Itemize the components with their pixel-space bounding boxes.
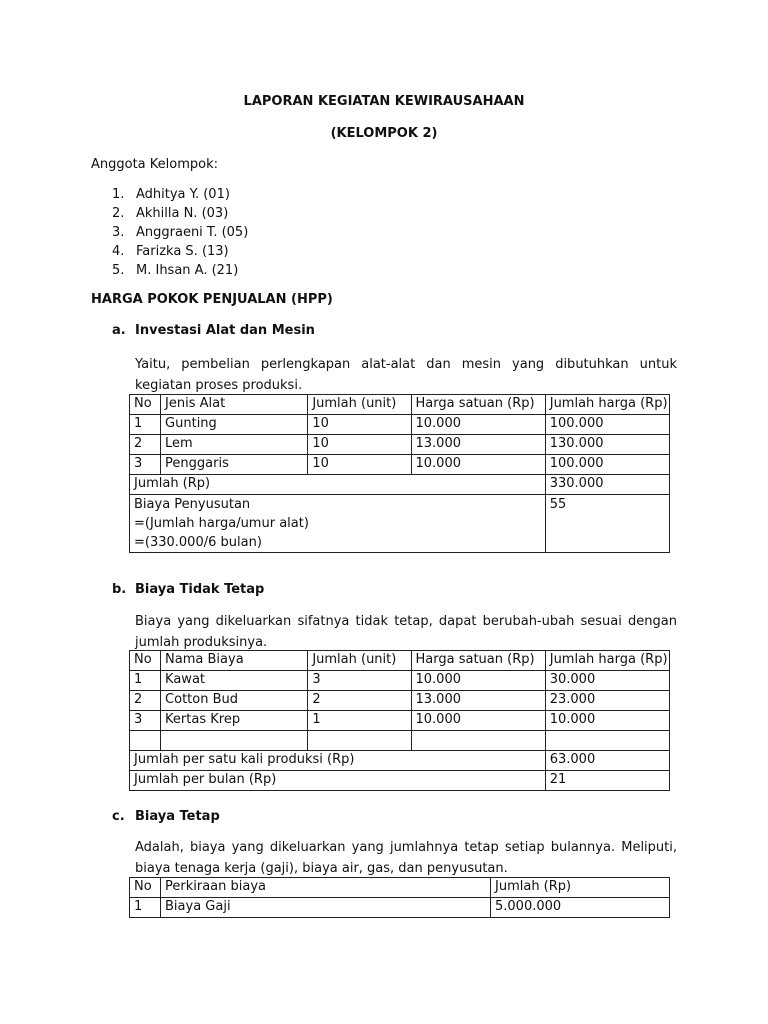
table-cell: 10.000	[411, 671, 545, 691]
per-production-row	[130, 751, 670, 771]
total-value: 330.000	[545, 475, 669, 495]
header-cell: Perkiraan biaya	[161, 878, 491, 898]
section-b-description: Biaya yang dikeluarkan sifatnya tidak tetap, dapat berubah-ubah sesuai dengan jumlah produksinya.	[135, 614, 677, 650]
member-name: M. Ihsan A. (21)	[136, 263, 239, 278]
header-cell: No	[130, 395, 161, 415]
member-name: Adhitya Y. (01)	[136, 187, 230, 202]
depreciation-line: =(330.000/6 bulan)	[134, 535, 262, 550]
header-cell: Jumlah harga (Rp)	[545, 651, 669, 671]
section-a-description: Yaitu, pembelian perlengkapan alat-alat dan mesin yang dibutuhkan untuk kegiatan proses produksi.	[135, 357, 677, 393]
table-cell: 10	[308, 435, 411, 455]
table-cell: 10.000	[545, 711, 669, 731]
table-cell	[411, 731, 545, 751]
section-c-letter: c.	[112, 809, 125, 824]
table-cell: 10.000	[411, 415, 545, 435]
table-cell: 10	[308, 415, 411, 435]
depreciation-line: Biaya Penyusutan	[134, 497, 251, 512]
table-cell: 1	[130, 415, 161, 435]
table-cell: Biaya Gaji	[161, 898, 491, 918]
table-cell	[161, 731, 308, 751]
section-b-title: Biaya Tidak Tetap	[135, 582, 265, 597]
table-row	[130, 691, 670, 711]
header-cell: Harga satuan (Rp)	[411, 395, 545, 415]
list-number: 3.	[112, 225, 125, 240]
table-cell: 1	[308, 711, 411, 731]
section-c-description: Adalah, biaya yang dikeluarkan yang jumlahnya tetap setiap bulannya. Meliputi, biaya tenaga kerja (gaji), biaya air, gas, dan penyusutan.	[135, 840, 677, 876]
section-c-title: Biaya Tetap	[135, 809, 220, 824]
table-cell: 5.000.000	[491, 898, 670, 918]
table-cell: Kawat	[161, 671, 308, 691]
per-month-label: Jumlah per bulan (Rp)	[130, 771, 546, 791]
list-item	[112, 223, 248, 242]
table-cell: 100.000	[545, 415, 669, 435]
depreciation-row	[130, 495, 670, 553]
total-row	[130, 475, 670, 495]
table-header-row	[130, 395, 670, 415]
per-month-value: 21	[545, 771, 669, 791]
member-name: Farizka S. (13)	[136, 244, 229, 259]
table-cell: 3	[130, 455, 161, 475]
table-header-row	[130, 878, 670, 898]
table-row	[130, 435, 670, 455]
report-title: LAPORAN KEGIATAN KEWIRAUSAHAAN	[243, 94, 525, 109]
table-cell: 10	[308, 455, 411, 475]
table-cell: 3	[308, 671, 411, 691]
list-number: 4.	[112, 244, 125, 259]
table-cell: 3	[130, 711, 161, 731]
table-row	[130, 455, 670, 475]
header-cell: Jumlah (unit)	[308, 395, 411, 415]
header-cell: Jumlah (unit)	[308, 651, 411, 671]
header-cell: No	[130, 878, 161, 898]
header-cell: Jenis Alat	[161, 395, 308, 415]
table-cell: 1	[130, 898, 161, 918]
table-header-row	[130, 651, 670, 671]
empty-row	[130, 731, 670, 751]
table-cell: 10.000	[411, 455, 545, 475]
table-cell: 13.000	[411, 435, 545, 455]
member-name: Anggraeni T. (05)	[136, 225, 249, 240]
depreciation-value: 55	[545, 495, 669, 553]
table-cell: 13.000	[411, 691, 545, 711]
table-row	[130, 671, 670, 691]
variable-cost-table	[129, 650, 670, 791]
table-cell	[545, 731, 669, 751]
table-cell: Kertas Krep	[161, 711, 308, 731]
total-label: Jumlah (Rp)	[130, 475, 546, 495]
table-row	[130, 711, 670, 731]
list-item	[112, 242, 248, 261]
list-item	[112, 185, 248, 204]
members-list	[112, 185, 248, 280]
table-cell: 30.000	[545, 671, 669, 691]
hpp-heading: HARGA POKOK PENJUALAN (HPP)	[91, 292, 333, 307]
per-month-row	[130, 771, 670, 791]
member-name: Akhilla N. (03)	[136, 206, 229, 221]
depreciation-line: =(Jumlah harga/umur alat)	[134, 516, 309, 531]
table-cell: Cotton Bud	[161, 691, 308, 711]
table-cell: 2	[130, 435, 161, 455]
table-cell	[308, 731, 411, 751]
header-cell: No	[130, 651, 161, 671]
list-number: 2.	[112, 206, 125, 221]
section-a-letter: a.	[112, 323, 126, 338]
report-subtitle: (KELOMPOK 2)	[330, 126, 438, 141]
table-cell: Gunting	[161, 415, 308, 435]
table-cell: 10.000	[411, 711, 545, 731]
depreciation-label	[130, 495, 546, 553]
section-a-title: Investasi Alat dan Mesin	[135, 323, 315, 338]
header-cell: Jumlah harga (Rp)	[545, 395, 669, 415]
table-cell: 1	[130, 671, 161, 691]
header-cell: Nama Biaya	[161, 651, 308, 671]
table-cell	[130, 731, 161, 751]
table-cell: 130.000	[545, 435, 669, 455]
header-cell: Harga satuan (Rp)	[411, 651, 545, 671]
list-item	[112, 261, 248, 280]
table-cell: 2	[308, 691, 411, 711]
section-b-letter: b.	[112, 582, 127, 597]
table-cell: Lem	[161, 435, 308, 455]
table-cell: 2	[130, 691, 161, 711]
members-label: Anggota Kelompok:	[91, 157, 219, 172]
table-cell: 100.000	[545, 455, 669, 475]
investment-table	[129, 394, 670, 553]
table-row	[130, 898, 670, 918]
per-production-label: Jumlah per satu kali produksi (Rp)	[130, 751, 546, 771]
header-cell: Jumlah (Rp)	[491, 878, 670, 898]
table-cell: 23.000	[545, 691, 669, 711]
list-number: 1.	[112, 187, 125, 202]
per-production-value: 63.000	[545, 751, 669, 771]
list-number: 5.	[112, 263, 125, 278]
list-item	[112, 204, 248, 223]
fixed-cost-table	[129, 877, 670, 918]
table-row	[130, 415, 670, 435]
table-cell: Penggaris	[161, 455, 308, 475]
